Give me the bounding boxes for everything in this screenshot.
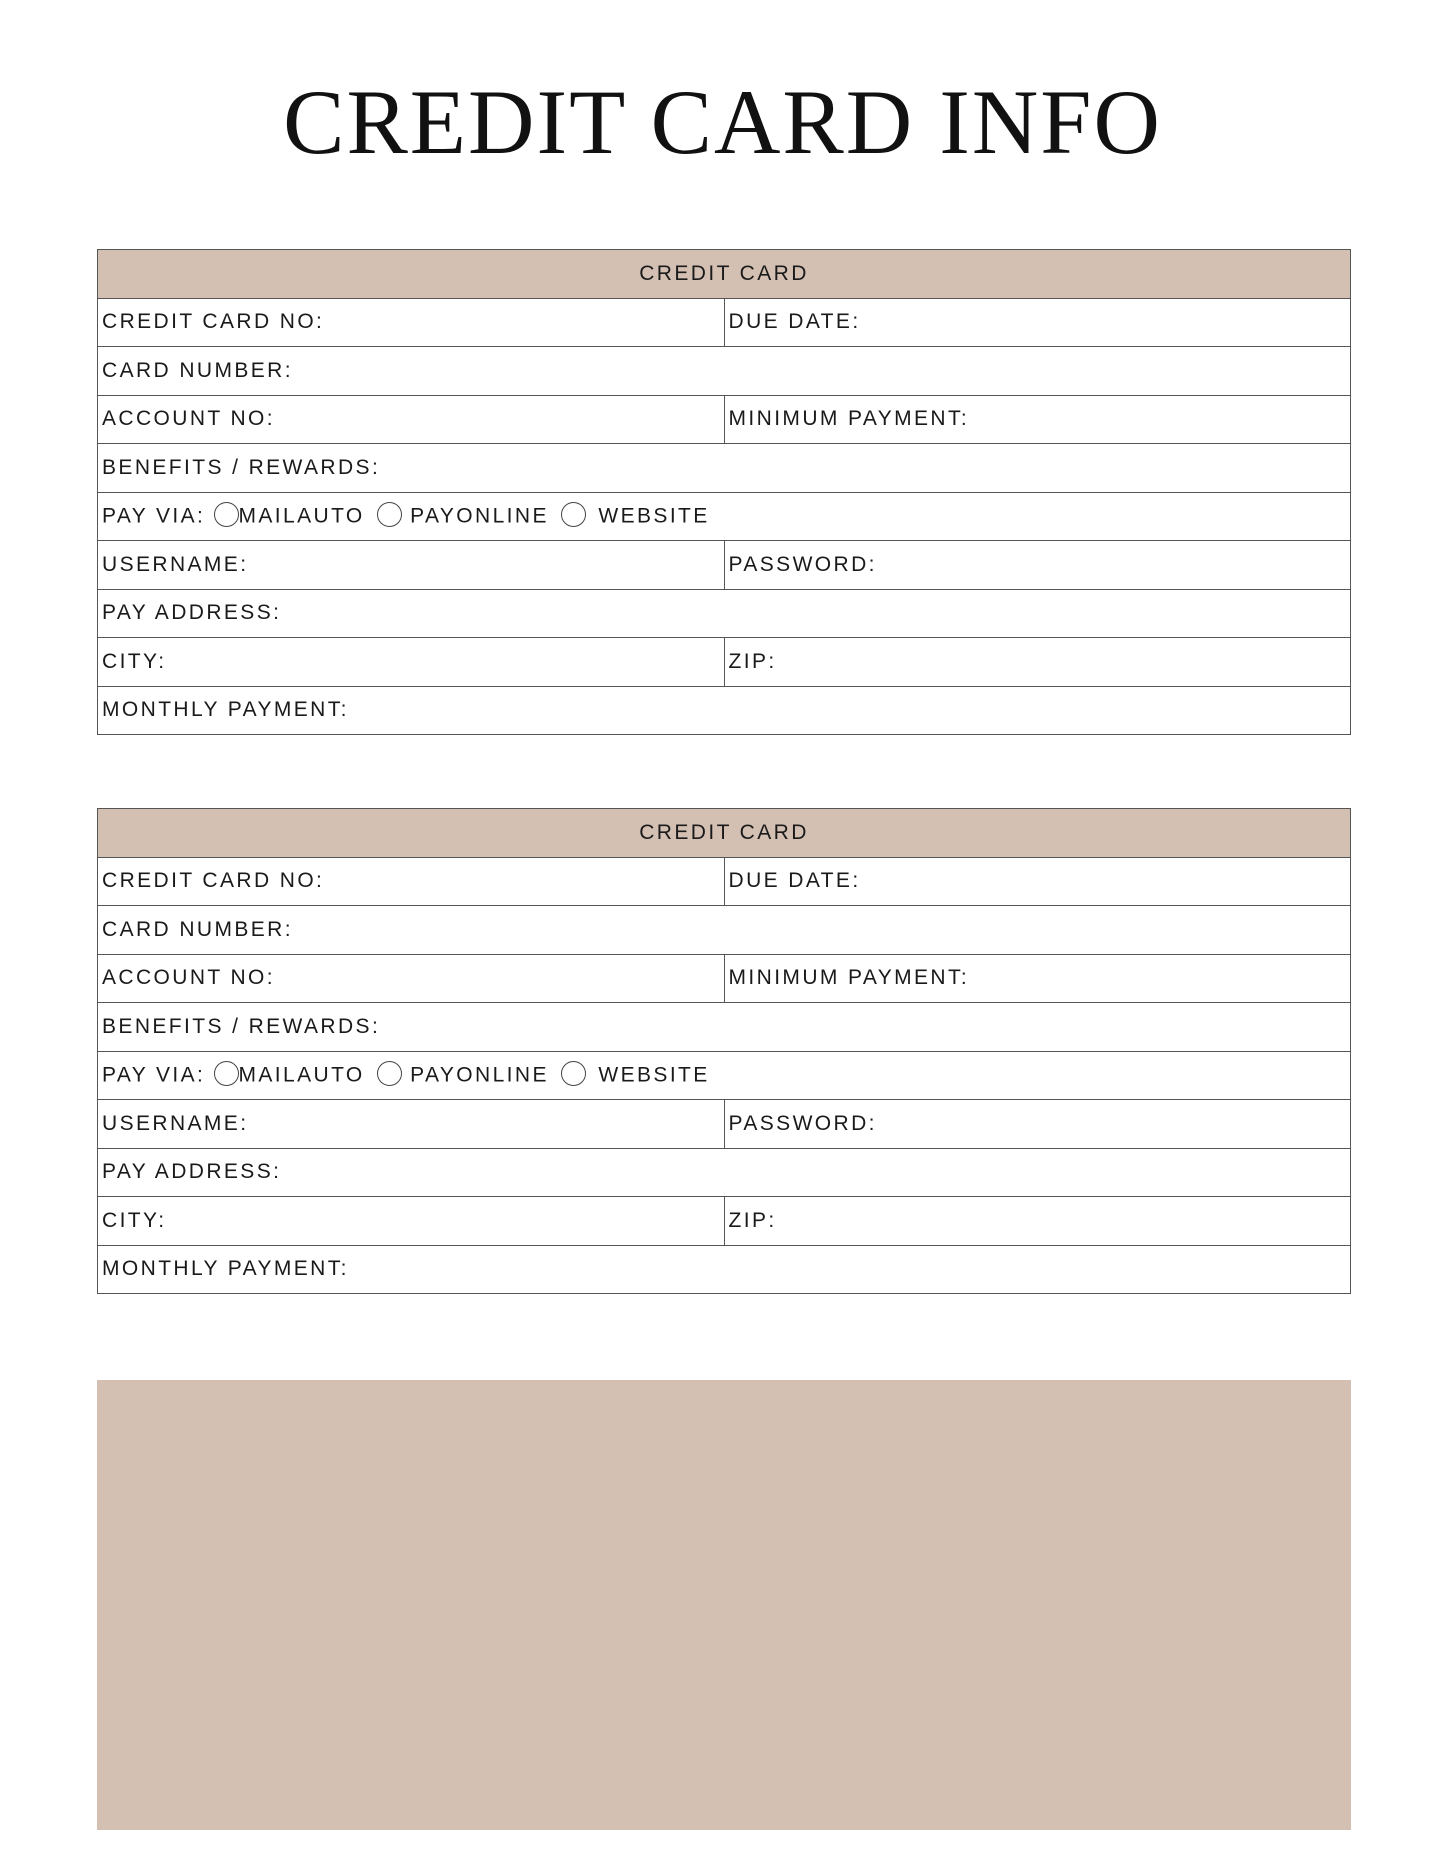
option-mailauto-label: MAILAUTO [238, 504, 365, 528]
radio-payonline[interactable] [377, 1061, 402, 1086]
city-field[interactable]: CITY: [98, 1197, 725, 1246]
radio-website[interactable] [561, 1061, 586, 1086]
option-payonline-label: PAYONLINE [410, 504, 549, 528]
option-payonline-label: PAYONLINE [410, 1063, 549, 1087]
account-no-field[interactable]: ACCOUNT NO: [98, 954, 725, 1003]
card-number-field[interactable]: CARD NUMBER: [98, 347, 1351, 396]
card-header: CREDIT CARD [98, 250, 1351, 299]
pay-via-label: PAY VIA: [102, 1063, 206, 1087]
password-field[interactable]: PASSWORD: [724, 1100, 1351, 1149]
account-no-field[interactable]: ACCOUNT NO: [98, 395, 725, 444]
card-header: CREDIT CARD [98, 809, 1351, 858]
option-website-label: WEBSITE [598, 1063, 710, 1087]
due-date-field[interactable]: DUE DATE: [724, 857, 1351, 906]
pay-via-row [98, 1051, 1351, 1100]
credit-card-no-field[interactable]: CREDIT CARD NO: [98, 857, 725, 906]
credit-card-no-field[interactable]: CREDIT CARD NO: [98, 298, 725, 347]
pay-via-label: PAY VIA: [102, 504, 206, 528]
pay-address-field[interactable]: PAY ADDRESS: [98, 589, 1351, 638]
credit-card-table-2 [97, 808, 1351, 1294]
pay-address-field[interactable]: PAY ADDRESS: [98, 1148, 1351, 1197]
radio-mailauto[interactable] [214, 502, 239, 527]
card-number-field[interactable]: CARD NUMBER: [98, 906, 1351, 955]
monthly-payment-field[interactable]: MONTHLY PAYMENT: [98, 1245, 1351, 1294]
username-field[interactable]: USERNAME: [98, 541, 725, 590]
minimum-payment-field[interactable]: MINIMUM PAYMENT: [724, 395, 1351, 444]
benefits-rewards-field[interactable]: BENEFITS / REWARDS: [98, 1003, 1351, 1052]
zip-field[interactable]: ZIP: [724, 1197, 1351, 1246]
page-title: CREDIT CARD INFO [283, 71, 1162, 173]
monthly-payment-field[interactable]: MONTHLY PAYMENT: [98, 686, 1351, 735]
radio-payonline[interactable] [377, 502, 402, 527]
pay-via-row [98, 492, 1351, 541]
credit-card-table-1 [97, 249, 1351, 735]
option-website-label: WEBSITE [598, 504, 710, 528]
radio-mailauto[interactable] [214, 1061, 239, 1086]
minimum-payment-field[interactable]: MINIMUM PAYMENT: [724, 954, 1351, 1003]
due-date-field[interactable]: DUE DATE: [724, 298, 1351, 347]
zip-field[interactable]: ZIP: [724, 638, 1351, 687]
password-field[interactable]: PASSWORD: [724, 541, 1351, 590]
notes-box [97, 1380, 1351, 1830]
radio-website[interactable] [561, 502, 586, 527]
username-field[interactable]: USERNAME: [98, 1100, 725, 1149]
city-field[interactable]: CITY: [98, 638, 725, 687]
option-mailauto-label: MAILAUTO [238, 1063, 365, 1087]
benefits-rewards-field[interactable]: BENEFITS / REWARDS: [98, 444, 1351, 493]
